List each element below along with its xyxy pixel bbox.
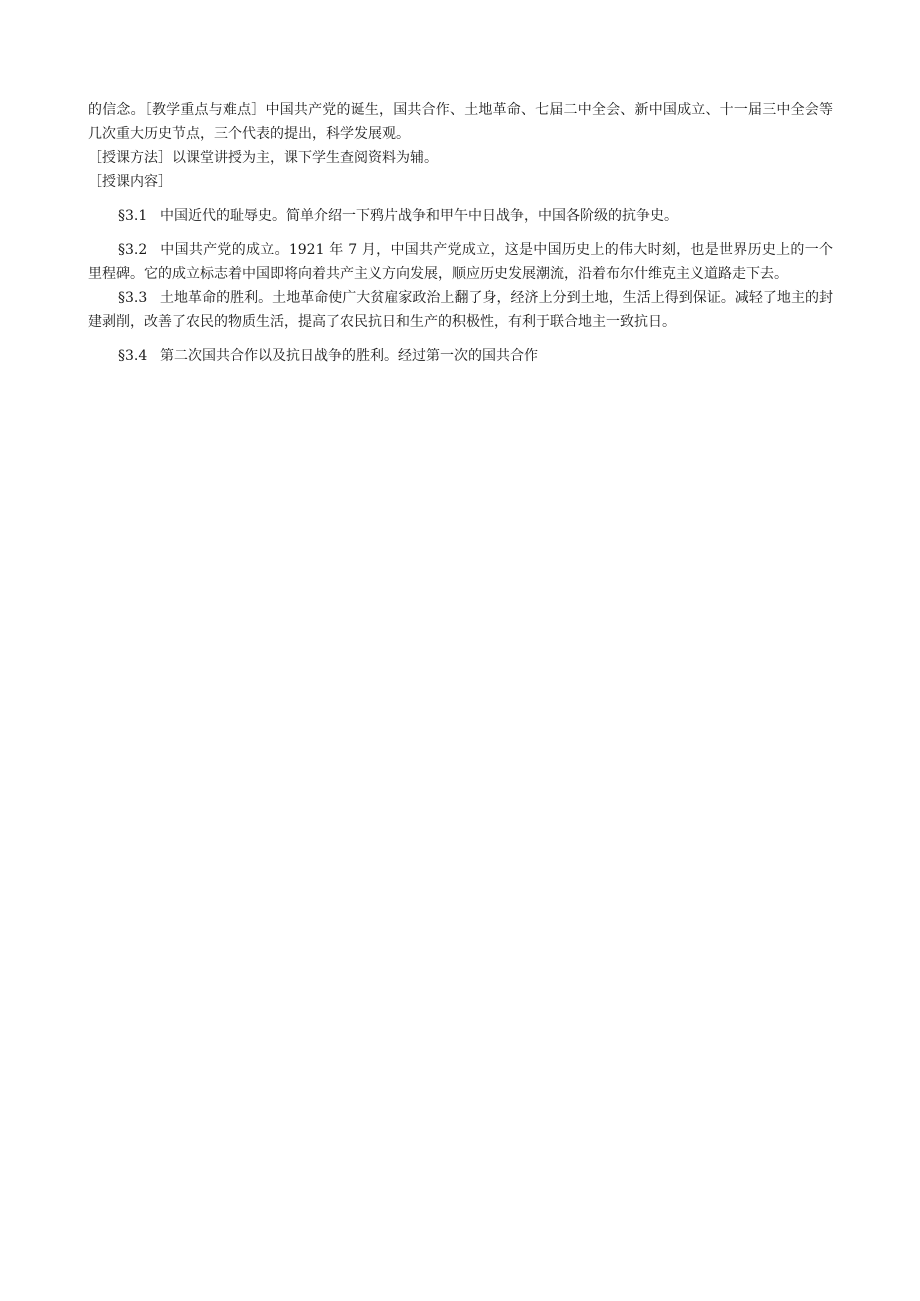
section-text: 中国共产党的成立。1921 年 7 月，中国共产党成立，这是中国历史上的伟大时刻，也是世界历史上的一个里程碑。它的成立标志着中国即将向着共产主义方向发展，顺应历史发展潮流，沿着布尔什维克主义道路走下去。 [88,242,833,282]
section-3-1 [88,204,833,228]
content-heading: ［授课内容］ [88,174,172,190]
section-label: §3.1 [118,208,148,224]
section-text: 中国近代的耻辱史。简单介绍一下鸦片战争和甲午中日战争，中国各阶级的抗争史。 [160,208,678,224]
section-label: §3.3 [118,290,148,306]
section-label: §3.4 [118,348,148,364]
document-body [88,98,833,368]
section-text: 第二次国共合作以及抗日战争的胜利。经过第一次的国共合作 [160,348,538,364]
section-3-4 [88,344,833,368]
section-3-2 [88,238,833,286]
section-text: 土地革命的胜利。土地革命使广大贫雇家政治上翻了身，经济上分到土地，生活上得到保证。减轻了地主的封建剥削，改善了农民的物质生活，提高了农民抗日和生产的积极性，有利于联合地主一致抗日。 [88,290,833,330]
intro-paragraph: 的信念。［教学重点与难点］中国共产党的诞生，国共合作、土地革命、七届二中全会、新中国成立、十一届三中全会等几次重大历史节点，三个代表的提出，科学发展观。 [88,102,833,142]
section-3-3 [88,286,833,334]
section-label: §3.2 [118,242,148,258]
teaching-method-paragraph: ［授课方法］以课堂讲授为主，课下学生查阅资料为辅。 [88,150,438,166]
